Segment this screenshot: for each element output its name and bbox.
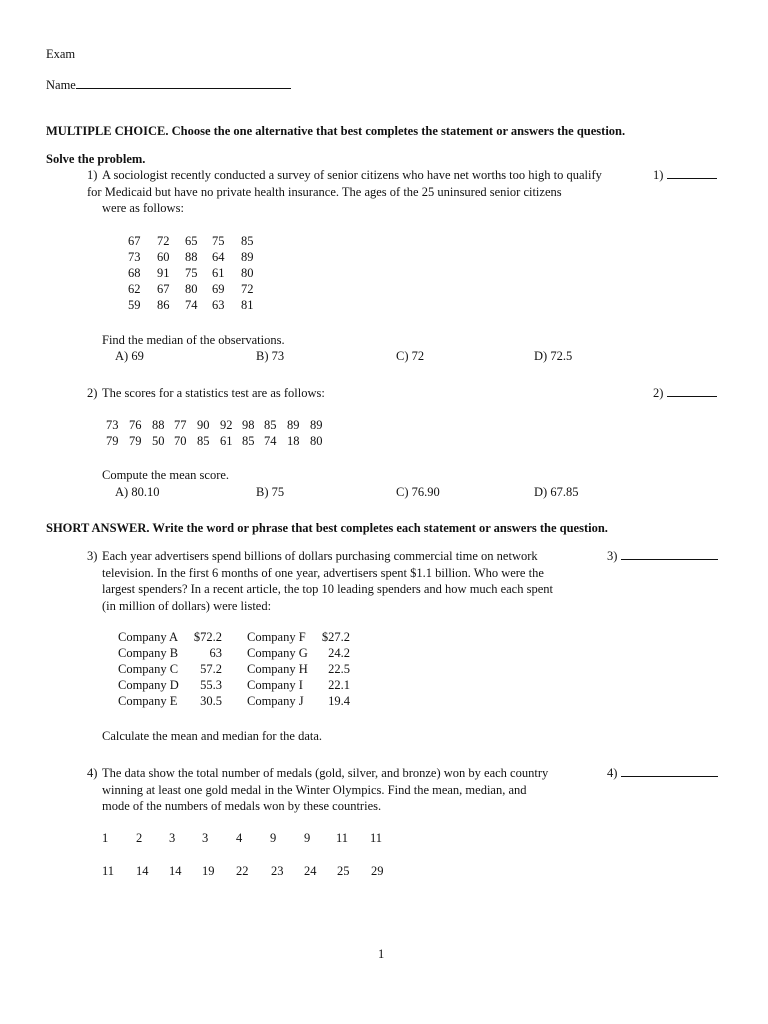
table-cell: 19 (202, 864, 215, 878)
q2-choice-c[interactable]: C) 76.90 (396, 485, 440, 499)
table-cell: 67 (157, 282, 170, 296)
q2-choice-b[interactable]: B) 75 (256, 485, 285, 499)
table-cell: 74 (264, 434, 277, 448)
name-blank-line[interactable] (76, 77, 291, 89)
table-cell: 89 (310, 418, 323, 432)
table-row (128, 297, 254, 313)
q4-answer-label: 4) (607, 766, 618, 780)
table-row (128, 233, 254, 249)
q1-line-1: A sociologist recently conducted a survey of senior citizens who have net worths too high to qualify (102, 168, 602, 182)
table-cell: 25 (337, 864, 350, 878)
table-cell: 64 (212, 250, 225, 264)
q3-company-table (118, 629, 350, 709)
table-row (128, 249, 254, 265)
company-value: 22.1 (328, 678, 350, 692)
q4-answer-slot[interactable] (607, 765, 718, 781)
company-value: 22.5 (328, 662, 350, 676)
table-cell: 77 (174, 418, 187, 432)
q3-answer-blank[interactable] (621, 548, 718, 560)
page-number: 1 (378, 947, 385, 961)
q4-data-row-1 (102, 830, 382, 846)
table-cell: 3 (169, 831, 176, 845)
q4-line-2: winning at least one gold medal in the Winter Olympics. Find the mean, median, and (102, 782, 527, 797)
q2-stem: The scores for a statistics test are as follows: (102, 386, 325, 400)
mc-subheading: Solve the problem. (46, 152, 146, 166)
q1-answer-slot[interactable] (653, 167, 717, 183)
table-cell: 63 (212, 298, 225, 312)
q1-prompt: Find the median of the observations. (102, 333, 285, 347)
q3-answer-label: 3) (607, 549, 618, 563)
company-name: Company J (247, 694, 304, 708)
table-cell: 2 (136, 831, 143, 845)
q4-data-row-2 (102, 863, 384, 879)
q4-line-3: mode of the numbers of medals won by these countries. (102, 799, 382, 813)
table-cell: 88 (185, 250, 198, 264)
table-cell: 75 (212, 234, 225, 248)
table-cell: 89 (287, 418, 300, 432)
q1-choice-a[interactable]: A) 69 (115, 349, 144, 363)
table-cell: 85 (264, 418, 277, 432)
company-name: Company H (247, 662, 308, 676)
company-value: $27.2 (321, 630, 350, 644)
table-cell: 68 (128, 266, 141, 280)
q1-data-table (128, 233, 254, 313)
table-cell: 85 (197, 434, 210, 448)
table-cell: 4 (236, 831, 243, 845)
table-cell: 79 (106, 434, 119, 448)
table-cell: 89 (241, 250, 254, 264)
table-cell: 92 (220, 418, 233, 432)
company-value: 30.5 (200, 694, 222, 708)
table-cell: 67 (128, 234, 141, 248)
q1-number: 1) (87, 168, 98, 182)
q2-choices (115, 484, 635, 500)
table-cell: 23 (271, 864, 284, 878)
exam-label: Exam (46, 47, 76, 61)
company-value: 55.3 (200, 678, 222, 692)
company-name: Company F (247, 630, 306, 644)
table-cell: 88 (152, 418, 165, 432)
table-cell: 9 (270, 831, 277, 845)
table-cell: 98 (242, 418, 255, 432)
table-cell: 90 (197, 418, 210, 432)
table-cell: 85 (241, 234, 254, 248)
company-name: Company B (118, 646, 179, 660)
company-value: $72.2 (193, 630, 222, 644)
q4-stem (102, 765, 548, 815)
q1-answer-label: 1) (653, 168, 664, 182)
table-cell: 9 (304, 831, 311, 845)
q1-choice-c[interactable]: C) 72 (396, 349, 425, 363)
q4-number: 4) (87, 766, 98, 780)
table-cell: 76 (129, 418, 142, 432)
q3-line-4: (in million of dollars) were listed: (102, 598, 272, 613)
table-cell: 79 (129, 434, 142, 448)
table-cell: 59 (128, 298, 141, 312)
name-field[interactable] (46, 77, 291, 93)
company-name: Company D (118, 678, 179, 692)
q3-line-2: television. In the first 6 months of one year, advertisers spent $1.1 billion. Who were the (102, 565, 544, 580)
table-cell: 14 (136, 864, 149, 878)
table-row (128, 281, 254, 297)
q1-line-3: were as follows: (102, 201, 184, 215)
q1-line-2: for Medicaid but have no private health insurance. The ages of the 25 uninsured senior citizens (87, 184, 562, 199)
table-cell: 80 (185, 282, 198, 296)
table-cell: 85 (242, 434, 255, 448)
table-cell: 72 (241, 282, 254, 296)
table-cell: 3 (202, 831, 209, 845)
table-cell: 61 (220, 434, 233, 448)
table-row (102, 830, 382, 846)
table-cell: 61 (212, 266, 225, 280)
q2-answer-slot[interactable] (653, 385, 717, 401)
company-value: 24.2 (328, 646, 350, 660)
table-cell: 74 (185, 298, 198, 312)
q3-line-1: Each year advertisers spend billions of dollars purchasing commercial time on network (102, 549, 538, 563)
table-cell: 1 (102, 831, 109, 845)
table-cell: 11 (370, 831, 383, 845)
q3-answer-slot[interactable] (607, 548, 718, 564)
table-cell: 50 (152, 434, 165, 448)
table-row (106, 417, 323, 433)
table-row (118, 629, 350, 645)
q2-answer-label: 2) (653, 386, 664, 400)
q1-stem (87, 167, 602, 217)
table-cell: 72 (157, 234, 170, 248)
table-row (118, 677, 350, 693)
company-value: 63 (209, 646, 222, 660)
table-cell: 86 (157, 298, 170, 312)
sa-instructions: SHORT ANSWER. Write the word or phrase that best completes each statement or answers the question. (46, 521, 608, 535)
q1-choice-b[interactable]: B) 73 (256, 349, 285, 363)
table-row (118, 645, 350, 661)
table-cell: 70 (174, 434, 187, 448)
q1-choice-d[interactable]: D) 72.5 (534, 349, 573, 363)
table-row (118, 693, 350, 709)
company-name: Company C (118, 662, 179, 676)
company-value: 19.4 (328, 694, 350, 708)
company-name: Company E (118, 694, 178, 708)
q2-answer-blank[interactable] (667, 385, 717, 397)
q3-stem (102, 548, 553, 614)
table-cell: 65 (185, 234, 198, 248)
table-cell: 18 (287, 434, 300, 448)
q4-line-1: The data show the total number of medals (gold, silver, and bronze) won by each country (102, 766, 549, 780)
table-row (128, 265, 254, 281)
q4-answer-blank[interactable] (621, 765, 718, 777)
q2-number: 2) (87, 386, 98, 400)
q2-prompt: Compute the mean score. (102, 468, 230, 482)
q3-prompt: Calculate the mean and median for the data. (102, 729, 323, 743)
table-cell: 60 (157, 250, 170, 264)
company-value: 57.2 (200, 662, 222, 676)
q3-line-3: largest spenders? In a recent article, the top 10 leading spenders and how much each spent (102, 582, 553, 596)
table-row (106, 433, 323, 449)
table-cell: 14 (169, 864, 182, 878)
name-label: Name (46, 78, 76, 92)
table-cell: 29 (371, 864, 384, 878)
company-name: Company A (118, 630, 179, 644)
table-cell: 11 (102, 864, 115, 878)
table-cell: 69 (212, 282, 225, 296)
table-cell: 73 (106, 418, 119, 432)
table-cell: 80 (241, 266, 254, 280)
company-name: Company G (247, 646, 308, 660)
table-cell: 62 (128, 282, 141, 296)
q1-answer-blank[interactable] (667, 167, 717, 179)
table-cell: 81 (241, 298, 254, 312)
table-cell: 24 (304, 864, 317, 878)
table-cell: 91 (157, 266, 170, 280)
q2-choice-d[interactable]: D) 67.85 (534, 485, 579, 499)
q1-choices (115, 348, 635, 364)
table-row (102, 863, 384, 879)
table-cell: 80 (310, 434, 323, 448)
table-cell: 11 (336, 831, 349, 845)
table-row (118, 661, 350, 677)
q2-choice-a[interactable]: A) 80.10 (115, 485, 160, 499)
company-name: Company I (247, 678, 303, 692)
table-cell: 75 (185, 266, 198, 280)
q3-number: 3) (87, 549, 98, 563)
table-cell: 22 (236, 864, 249, 878)
mc-instructions: MULTIPLE CHOICE. Choose the one alternative that best completes the statement or answers the question. (46, 124, 626, 138)
q2-data-table (106, 417, 323, 449)
table-cell: 73 (128, 250, 141, 264)
